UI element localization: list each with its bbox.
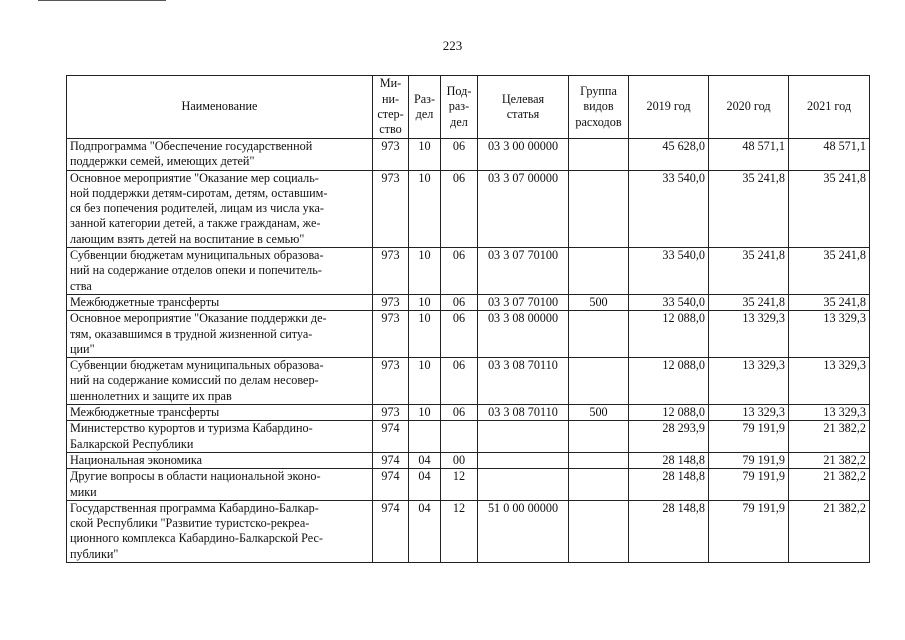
target-cell — [478, 421, 569, 453]
value-2021-cell: 13 329,3 — [789, 358, 870, 405]
expense-group-cell — [569, 139, 629, 171]
value-2020-cell: 79 191,9 — [709, 469, 789, 501]
col-header-target: Целевая статья — [478, 76, 569, 139]
value-2021-cell: 35 241,8 — [789, 170, 870, 247]
section-cell: 04 — [409, 469, 441, 501]
ministry-cell: 974 — [373, 500, 409, 562]
target-cell: 51 0 00 00000 — [478, 500, 569, 562]
row-name-cell: Государственная программа Кабардино-Балкар- ской Республики "Развитие туристско-рекреа- ционного комплекса Кабардино-Балкарской Рес- публики" — [67, 500, 373, 562]
table-row — [67, 452, 870, 468]
section-cell — [409, 421, 441, 453]
expense-group-cell — [569, 452, 629, 468]
value-2020-cell: 35 241,8 — [709, 248, 789, 295]
col-header-2020: 2020 год — [709, 76, 789, 139]
subsection-cell: 06 — [441, 294, 478, 310]
expense-group-cell: 500 — [569, 294, 629, 310]
target-cell: 03 3 08 70110 — [478, 405, 569, 421]
expense-group-cell: 500 — [569, 405, 629, 421]
value-2021-cell: 35 241,8 — [789, 294, 870, 310]
target-cell — [478, 452, 569, 468]
table-row — [67, 311, 870, 358]
col-header-name: Наименование — [67, 76, 373, 139]
section-cell: 10 — [409, 405, 441, 421]
page-number: 223 — [442, 38, 463, 53]
row-name-cell: Подпрограмма "Обеспечение государственной поддержки семей, имеющих детей" — [67, 139, 373, 171]
expense-group-cell — [569, 469, 629, 501]
row-name-cell: Субвенции бюджетам муниципальных образова- ний на содержание комиссий по делам несовер- шеннолетних и защите их прав — [67, 358, 373, 405]
table-row — [67, 421, 870, 453]
row-name-cell: Министерство курортов и туризма Кабардино- Балкарской Республики — [67, 421, 373, 453]
row-name-cell: Субвенции бюджетам муниципальных образова- ний на содержание отделов опеки и попечитель- ства — [67, 248, 373, 295]
col-header-expense-group: Группа видов расходов — [569, 76, 629, 139]
value-2021-cell: 13 329,3 — [789, 405, 870, 421]
value-2021-cell: 13 329,3 — [789, 311, 870, 358]
value-2019-cell: 12 088,0 — [629, 405, 709, 421]
value-2021-cell: 21 382,2 — [789, 421, 870, 453]
row-name-cell: Основное мероприятие "Оказание поддержки де- тям, оказавшимся в трудной жизненной ситуа- ции" — [67, 311, 373, 358]
target-cell: 03 3 08 00000 — [478, 311, 569, 358]
subsection-cell: 06 — [441, 170, 478, 247]
ministry-cell: 974 — [373, 452, 409, 468]
ministry-cell: 974 — [373, 421, 409, 453]
subsection-cell: 12 — [441, 469, 478, 501]
target-cell: 03 3 07 70100 — [478, 248, 569, 295]
expense-group-cell — [569, 500, 629, 562]
value-2021-cell: 48 571,1 — [789, 139, 870, 171]
section-cell: 10 — [409, 311, 441, 358]
target-cell: 03 3 08 70110 — [478, 358, 569, 405]
ministry-cell: 973 — [373, 405, 409, 421]
col-header-section: Раз- дел — [409, 76, 441, 139]
value-2019-cell: 28 148,8 — [629, 500, 709, 562]
value-2021-cell: 21 382,2 — [789, 469, 870, 501]
ministry-cell: 973 — [373, 248, 409, 295]
value-2019-cell: 12 088,0 — [629, 358, 709, 405]
value-2020-cell: 35 241,8 — [709, 170, 789, 247]
row-name-cell: Национальная экономика — [67, 452, 373, 468]
row-name-cell: Межбюджетные трансферты — [67, 405, 373, 421]
section-cell: 04 — [409, 500, 441, 562]
value-2019-cell: 33 540,0 — [629, 248, 709, 295]
ministry-cell: 973 — [373, 311, 409, 358]
ministry-cell: 973 — [373, 170, 409, 247]
target-cell — [478, 469, 569, 501]
table-row — [67, 294, 870, 310]
subsection-cell: 00 — [441, 452, 478, 468]
expense-group-cell — [569, 248, 629, 295]
value-2019-cell: 28 148,8 — [629, 452, 709, 468]
table-row — [67, 139, 870, 171]
value-2020-cell: 48 571,1 — [709, 139, 789, 171]
table-row — [67, 248, 870, 295]
top-rule — [38, 0, 166, 1]
ministry-cell: 974 — [373, 469, 409, 501]
expense-group-cell — [569, 358, 629, 405]
value-2019-cell: 28 293,9 — [629, 421, 709, 453]
value-2020-cell: 13 329,3 — [709, 311, 789, 358]
row-name-cell: Другие вопросы в области национальной эконо- мики — [67, 469, 373, 501]
expense-group-cell — [569, 421, 629, 453]
subsection-cell: 12 — [441, 500, 478, 562]
table-row — [67, 500, 870, 562]
table-row — [67, 170, 870, 247]
value-2020-cell: 13 329,3 — [709, 405, 789, 421]
subsection-cell: 06 — [441, 405, 478, 421]
value-2021-cell: 21 382,2 — [789, 500, 870, 562]
section-cell: 10 — [409, 358, 441, 405]
col-header-subsection: Под- раз- дел — [441, 76, 478, 139]
section-cell: 10 — [409, 139, 441, 171]
col-header-ministry: Ми- ни- стер- ство — [373, 76, 409, 139]
expense-group-cell — [569, 311, 629, 358]
subsection-cell: 06 — [441, 139, 478, 171]
value-2019-cell: 12 088,0 — [629, 311, 709, 358]
value-2020-cell: 13 329,3 — [709, 358, 789, 405]
section-cell: 10 — [409, 170, 441, 247]
row-name-cell: Межбюджетные трансферты — [67, 294, 373, 310]
section-cell: 10 — [409, 248, 441, 295]
table-row — [67, 358, 870, 405]
ministry-cell: 973 — [373, 358, 409, 405]
subsection-cell: 06 — [441, 311, 478, 358]
budget-table — [66, 75, 870, 563]
table-row — [67, 405, 870, 421]
value-2019-cell: 45 628,0 — [629, 139, 709, 171]
value-2020-cell: 79 191,9 — [709, 421, 789, 453]
section-cell: 10 — [409, 294, 441, 310]
value-2019-cell: 28 148,8 — [629, 469, 709, 501]
subsection-cell: 06 — [441, 248, 478, 295]
value-2020-cell: 35 241,8 — [709, 294, 789, 310]
target-cell: 03 3 07 00000 — [478, 170, 569, 247]
subsection-cell: 06 — [441, 358, 478, 405]
expense-group-cell — [569, 170, 629, 247]
ministry-cell: 973 — [373, 139, 409, 171]
col-header-2021: 2021 год — [789, 76, 870, 139]
target-cell: 03 3 07 70100 — [478, 294, 569, 310]
col-header-2019: 2019 год — [629, 76, 709, 139]
value-2019-cell: 33 540,0 — [629, 294, 709, 310]
row-name-cell: Основное мероприятие "Оказание мер социаль- ной поддержки детям-сиротам, детям, оставшим- ся без попечения родителей, лицам из числа ука- занной категории детей, а также гражданам, же- лающим взять детей на воспитание в семью" — [67, 170, 373, 247]
value-2020-cell: 79 191,9 — [709, 452, 789, 468]
section-cell: 04 — [409, 452, 441, 468]
header-row — [67, 76, 870, 139]
value-2020-cell: 79 191,9 — [709, 500, 789, 562]
value-2021-cell: 21 382,2 — [789, 452, 870, 468]
subsection-cell — [441, 421, 478, 453]
target-cell: 03 3 00 00000 — [478, 139, 569, 171]
ministry-cell: 973 — [373, 294, 409, 310]
value-2021-cell: 35 241,8 — [789, 248, 870, 295]
table-row — [67, 469, 870, 501]
value-2019-cell: 33 540,0 — [629, 170, 709, 247]
